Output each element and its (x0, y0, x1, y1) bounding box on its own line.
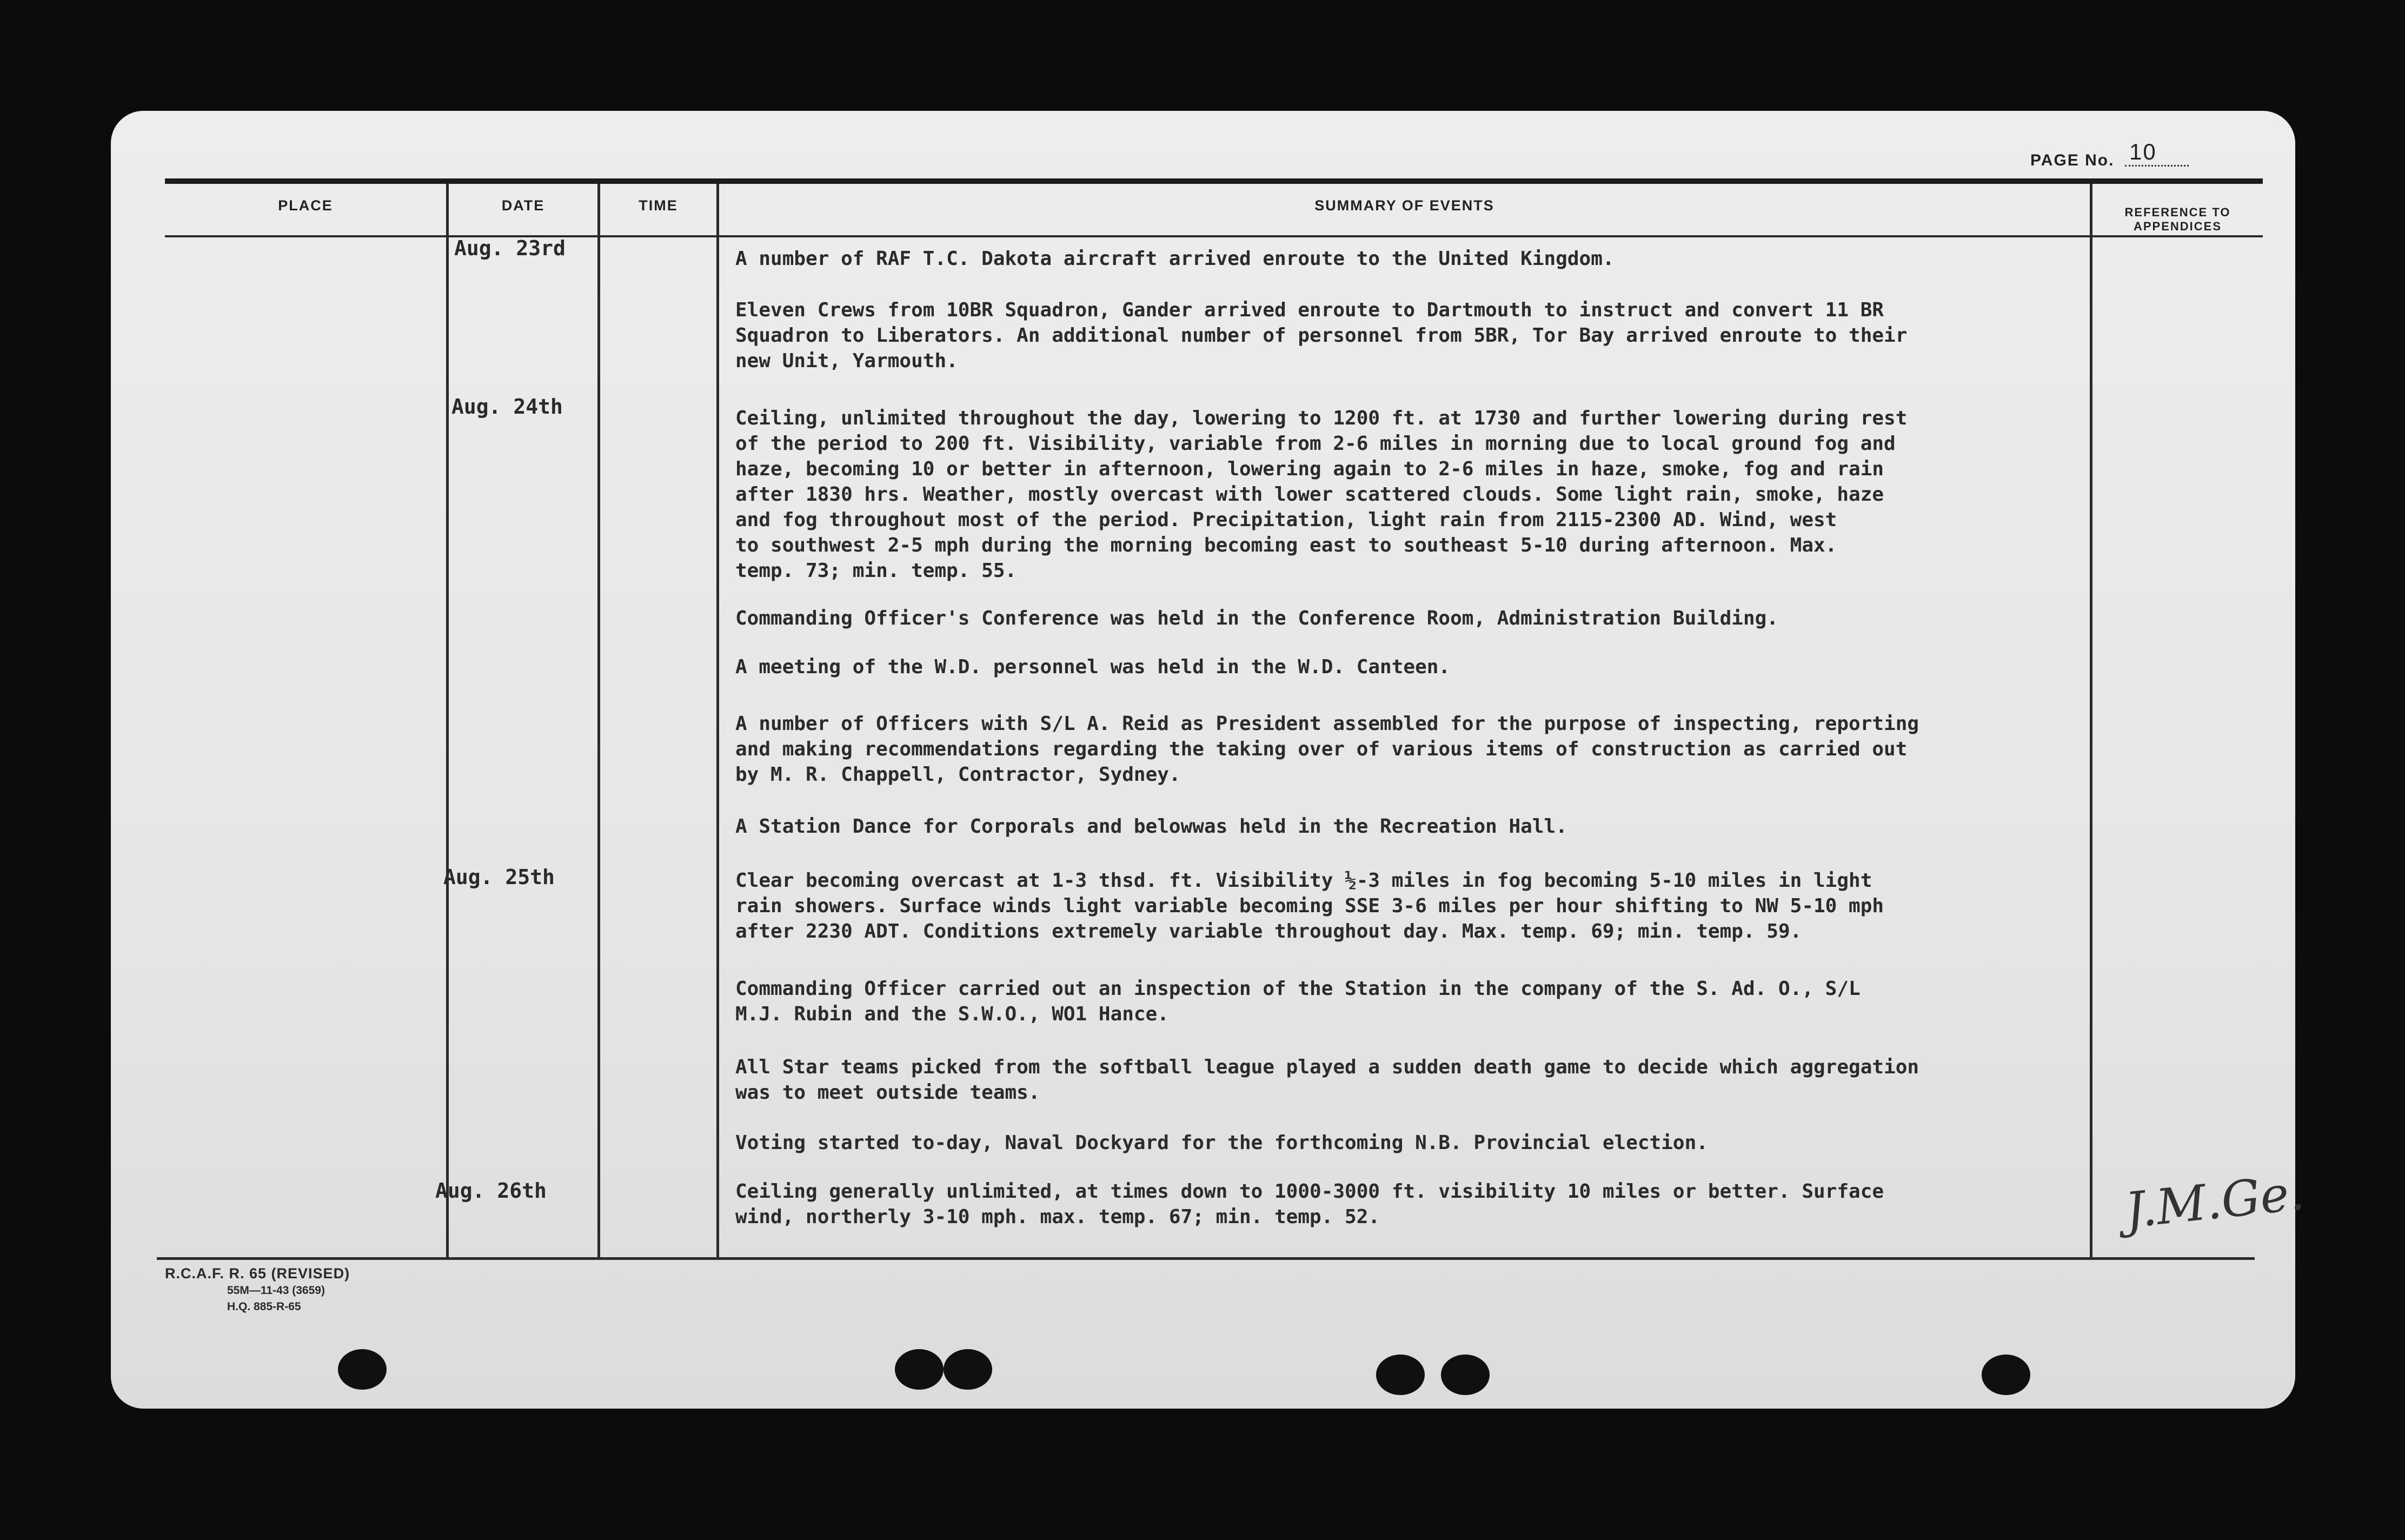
reference-line-1: REFERENCE TO (2124, 205, 2231, 219)
entry-officers-inspection: A number of Officers with S/L A. Reid as President assembled for the purpose of inspecting, reporting and making recommendations regarding the taking over of various items of construction as carried out by M. R. Chappell, Contractor, Sydney. (735, 713, 1919, 786)
bottom-rule (157, 1257, 2255, 1260)
entry-weather-aug-26: Ceiling generally unlimited, at times down to 1000-3000 ft. visibility 10 miles or better. Surface wind, northerly 3-10 mph. max. temp. 67; min. temp. 52. (735, 1180, 1884, 1228)
date-aug-24: Aug. 24th (451, 395, 563, 419)
date-aug-25: Aug. 25th (443, 865, 555, 889)
entry-co-inspection: Commanding Officer carried out an inspection of the Station in the company of the S. Ad. O., S/L M.J. Rubin and the S.W.O., WO1 Hance. (735, 978, 1861, 1025)
column-header-time: TIME (639, 197, 678, 214)
column-divider-time (716, 184, 719, 1260)
initials-signature: J.M.Ge. (2122, 1164, 2307, 1240)
hq-code: H.Q. 885-R-65 (227, 1300, 301, 1313)
war-diary-page (111, 111, 2307, 1409)
column-header-date: DATE (501, 197, 545, 214)
column-header-place: PLACE (278, 197, 333, 214)
date-aug-26: Aug. 26th (435, 1179, 547, 1203)
punch-hole (1376, 1355, 1425, 1395)
entry-station-dance: A Station Dance for Corporals and belowwas held in the Recreation Hall. (735, 815, 1567, 838)
entry-dakota-arrival: A number of RAF T.C. Dakota aircraft arrived enroute to the United Kingdom. (735, 248, 1615, 270)
top-rule (165, 178, 2263, 184)
form-number: R.C.A.F. R. 65 (REVISED) (165, 1265, 350, 1282)
entry-weather-aug-24: Ceiling, unlimited throughout the day, lowering to 1200 ft. at 1730 and further lowering during rest of the period to 200 ft. Visibility, variable from 2-6 miles in morning due to local ground fog and haze, becoming 10 or better in afternoon, lowering again to 2-6 miles in haze, smoke, fog and rain after 1830 hrs. Weather, mostly overcast with lower scattered clouds. Some light rain, smoke, haze and fog throughout most of the period. Precipitation, light rain from 2115-2300 AD. Wind, west to southwest 2-5 mph during the morning becoming east to southeast 5-10 during afternoon. Max. temp. 73; min. temp. 55. (735, 407, 1908, 582)
punch-hole (944, 1349, 992, 1390)
punch-hole (895, 1349, 944, 1390)
reference-line-2: APPENDICES (2133, 220, 2222, 233)
print-code: 55M—11-43 (3659) (227, 1284, 325, 1297)
punch-hole (1982, 1355, 2030, 1395)
column-divider-date (597, 184, 600, 1260)
date-aug-23: Aug. 23rd (454, 236, 566, 260)
column-divider-place (446, 184, 449, 1260)
page-number: 10 (2125, 139, 2189, 167)
column-header-summary: SUMMARY OF EVENTS (1314, 197, 1494, 214)
punch-hole (1441, 1355, 1490, 1395)
entry-weather-aug-25: Clear becoming overcast at 1-3 thsd. ft. Visibility ½-3 miles in fog becoming 5-10 miles in light rain showers. Surface winds light variable becoming SSE 3-6 miles per hour shifting to NW 5-10 mph after 2230 ADT. Conditions extremely variable throughout day. Max. temp. 69; min. temp. 59. (735, 869, 1884, 942)
entry-co-conference: Commanding Officer's Conference was held in the Conference Room, Administration Building. (735, 607, 1778, 629)
entry-crews-gander: Eleven Crews from 10BR Squadron, Gander arrived enroute to Dartmouth to instruct and convert 11 BR Squadron to Liberators. An additional number of personnel from 5BR, Tor Bay arrived enroute to their new Unit, Yarmouth. (735, 299, 1908, 372)
entry-wd-meeting: A meeting of the W.D. personnel was held in the W.D. Canteen. (735, 656, 1451, 678)
page-number-label: PAGE No. (2030, 151, 2115, 169)
entry-voting: Voting started to-day, Naval Dockyard for the forthcoming N.B. Provincial election. (735, 1132, 1708, 1154)
entry-softball: All Star teams picked from the softball league played a sudden death game to decide which aggregation was to meet outside teams. (735, 1056, 1919, 1104)
column-header-reference (2092, 205, 2263, 234)
punch-hole (338, 1349, 387, 1390)
